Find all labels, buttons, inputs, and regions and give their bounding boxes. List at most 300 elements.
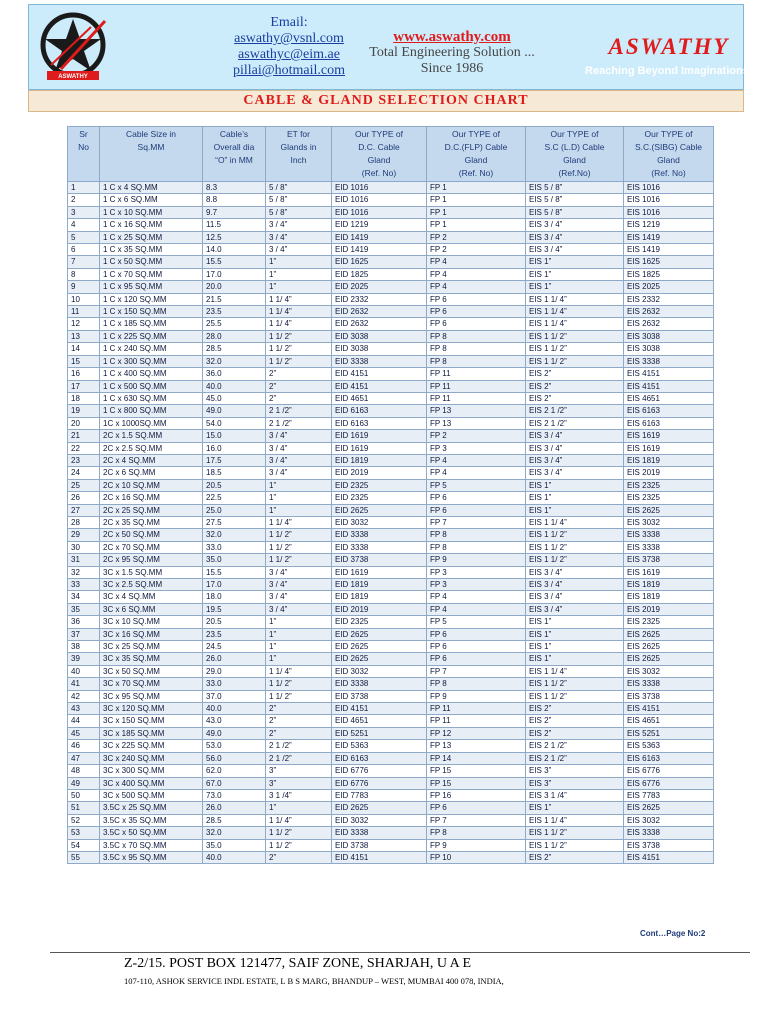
table-row: [68, 566, 714, 578]
table-header-row: [68, 127, 714, 182]
table-cell: EIS 1016: [624, 206, 714, 218]
table-cell: 54: [68, 839, 100, 851]
table-body: [68, 182, 714, 864]
table-cell: 48: [68, 765, 100, 777]
table-cell: 3C x 225 SQ.MM: [100, 740, 203, 752]
table-cell: 2”: [266, 368, 332, 380]
table-row: [68, 330, 714, 342]
table-row: [68, 802, 714, 814]
table-cell: EID 1419: [332, 244, 427, 256]
table-cell: EIS 3 / 4”: [526, 430, 624, 442]
table-cell: EIS 3338: [624, 827, 714, 839]
table-cell: EID 3338: [332, 529, 427, 541]
cable-gland-table: [67, 126, 714, 864]
table-cell: FP 4: [427, 467, 526, 479]
table-cell: 36.0: [203, 368, 266, 380]
table-row: [68, 641, 714, 653]
table-cell: EIS 1 1/ 4”: [526, 665, 624, 677]
email-link-1[interactable]: aswathy@vsnl.com: [234, 31, 344, 46]
table-cell: 2C x 2.5 SQ.MM: [100, 442, 203, 454]
table-cell: 1 C x 35 SQ.MM: [100, 244, 203, 256]
table-cell: 1”: [266, 653, 332, 665]
table-cell: 3.5C x 25 SQ.MM: [100, 802, 203, 814]
table-cell: EID 1819: [332, 591, 427, 603]
table-cell: 38: [68, 641, 100, 653]
table-cell: FP 3: [427, 566, 526, 578]
table-cell: EIS 1819: [624, 454, 714, 466]
table-cell: 12.5: [203, 231, 266, 243]
table-cell: 21.5: [203, 293, 266, 305]
table-cell: EIS 2625: [624, 504, 714, 516]
table-cell: EID 3038: [332, 330, 427, 342]
table-cell: 2”: [266, 727, 332, 739]
table-cell: EIS 1 1/ 4”: [526, 293, 624, 305]
table-cell: EIS 3 1 /4”: [526, 789, 624, 801]
table-cell: 3C x 1.5 SQ.MM: [100, 566, 203, 578]
table-cell: 1 C x 400 SQ.MM: [100, 368, 203, 380]
table-cell: 54.0: [203, 417, 266, 429]
table-row: [68, 380, 714, 392]
table-cell: EIS 3 / 4”: [526, 579, 624, 591]
table-cell: 3.5C x 35 SQ.MM: [100, 814, 203, 826]
aswathy-logo: [31, 7, 125, 85]
table-cell: EID 5251: [332, 727, 427, 739]
table-cell: 2C x 6 SQ.MM: [100, 467, 203, 479]
table-cell: EID 3032: [332, 814, 427, 826]
address-line-1: Z-2/15. POST BOX 121477, SAIF ZONE, SHARJAH, U A E: [124, 956, 472, 971]
table-cell: EID 4151: [332, 380, 427, 392]
table-cell: 18.5: [203, 467, 266, 479]
table-cell: 2 1 /2”: [266, 752, 332, 764]
table-cell: 49.0: [203, 405, 266, 417]
table-cell: FP 16: [427, 789, 526, 801]
table-row: [68, 244, 714, 256]
table-row: [68, 206, 714, 218]
table-cell: 56.0: [203, 752, 266, 764]
table-cell: 1”: [266, 628, 332, 640]
column-header: Our TYPE of S.C (L.D) Cable Gland (Ref.No): [526, 127, 624, 182]
table-cell: 3 / 4”: [266, 566, 332, 578]
table-cell: EIS 1619: [624, 566, 714, 578]
table-cell: 11: [68, 306, 100, 318]
table-cell: 16.0: [203, 442, 266, 454]
table-cell: FP 6: [427, 492, 526, 504]
table-cell: 3 / 4”: [266, 603, 332, 615]
table-cell: 3 / 4”: [266, 467, 332, 479]
table-cell: EID 1016: [332, 182, 427, 194]
table-cell: 17.0: [203, 268, 266, 280]
table-cell: 40.0: [203, 380, 266, 392]
table-cell: 67.0: [203, 777, 266, 789]
table-cell: EIS 4151: [624, 380, 714, 392]
table-cell: 9.7: [203, 206, 266, 218]
table-cell: 24.5: [203, 641, 266, 653]
table-cell: FP 11: [427, 715, 526, 727]
table-cell: EID 3338: [332, 541, 427, 553]
table-cell: EIS 1625: [624, 256, 714, 268]
table-cell: EID 3032: [332, 665, 427, 677]
table-cell: 8.8: [203, 194, 266, 206]
table-cell: 1 C x 4 SQ.MM: [100, 182, 203, 194]
table-cell: EID 6163: [332, 417, 427, 429]
table-cell: EIS 1”: [526, 479, 624, 491]
table-cell: EIS 6776: [624, 777, 714, 789]
table-cell: 1”: [266, 616, 332, 628]
table-row: [68, 653, 714, 665]
table-cell: 47: [68, 752, 100, 764]
table-cell: EID 2332: [332, 293, 427, 305]
table-cell: EID 7783: [332, 789, 427, 801]
table-row: [68, 690, 714, 702]
table-row: [68, 628, 714, 640]
table-cell: 2C x 10 SQ.MM: [100, 479, 203, 491]
table-cell: EIS 1”: [526, 802, 624, 814]
table-cell: EIS 1419: [624, 231, 714, 243]
table-cell: EIS 3032: [624, 516, 714, 528]
table-cell: 1 C x 25 SQ.MM: [100, 231, 203, 243]
table-cell: EIS 1 1/ 4”: [526, 306, 624, 318]
table-cell: 1 1/ 2”: [266, 541, 332, 553]
table-cell: 3C x 4 SQ.MM: [100, 591, 203, 603]
table-cell: 30: [68, 541, 100, 553]
table-row: [68, 554, 714, 566]
table-cell: EIS 4151: [624, 851, 714, 863]
table-cell: 32.0: [203, 827, 266, 839]
table-cell: EIS 2”: [526, 851, 624, 863]
table-cell: EIS 3 / 4”: [526, 244, 624, 256]
table-cell: FP 1: [427, 206, 526, 218]
table-row: [68, 752, 714, 764]
table-cell: 31: [68, 554, 100, 566]
table-cell: EID 1016: [332, 206, 427, 218]
website-link[interactable]: www.aswathy.com: [393, 29, 511, 45]
table-cell: EIS 3338: [624, 678, 714, 690]
table-row: [68, 678, 714, 690]
table-cell: 20.5: [203, 479, 266, 491]
table-cell: 1”: [266, 268, 332, 280]
table-cell: FP 4: [427, 268, 526, 280]
table-cell: EID 6163: [332, 752, 427, 764]
table-cell: EIS 2625: [624, 802, 714, 814]
table-cell: 33.0: [203, 541, 266, 553]
table-cell: 26: [68, 492, 100, 504]
table-cell: EIS 1”: [526, 256, 624, 268]
table-row: [68, 665, 714, 677]
table-cell: 3C x 150 SQ.MM: [100, 715, 203, 727]
table-row: [68, 182, 714, 194]
table-cell: 22: [68, 442, 100, 454]
table-cell: 50: [68, 789, 100, 801]
table-row: [68, 616, 714, 628]
table-cell: EIS 2”: [526, 727, 624, 739]
table-cell: 3 / 4”: [266, 219, 332, 231]
table-cell: 1 1/ 4”: [266, 516, 332, 528]
table-cell: 1 C x 225 SQ.MM: [100, 330, 203, 342]
table-cell: 40: [68, 665, 100, 677]
table-cell: 4: [68, 219, 100, 231]
table-cell: EIS 3 / 4”: [526, 603, 624, 615]
table-row: [68, 529, 714, 541]
table-cell: EID 4651: [332, 715, 427, 727]
table-cell: EID 3738: [332, 690, 427, 702]
table-cell: EID 3738: [332, 839, 427, 851]
table-row: [68, 219, 714, 231]
table-cell: EIS 3”: [526, 765, 624, 777]
table-cell: FP 6: [427, 318, 526, 330]
table-cell: EIS 1 1/ 2”: [526, 554, 624, 566]
table-cell: FP 2: [427, 244, 526, 256]
table-cell: 14: [68, 343, 100, 355]
table-cell: FP 8: [427, 678, 526, 690]
table-cell: EIS 2025: [624, 281, 714, 293]
table-cell: EIS 1619: [624, 430, 714, 442]
table-cell: 17: [68, 380, 100, 392]
table-cell: 1 1/ 2”: [266, 827, 332, 839]
table-cell: 1 1/ 4”: [266, 665, 332, 677]
table-row: [68, 343, 714, 355]
table-cell: 3C x 16 SQ.MM: [100, 628, 203, 640]
table-cell: 15.5: [203, 566, 266, 578]
table-cell: EIS 1”: [526, 492, 624, 504]
table-cell: EID 1619: [332, 566, 427, 578]
table-cell: FP 13: [427, 417, 526, 429]
table-cell: EIS 1016: [624, 194, 714, 206]
table-cell: 49.0: [203, 727, 266, 739]
table-cell: 1”: [266, 479, 332, 491]
table-cell: EIS 4151: [624, 703, 714, 715]
table-cell: 16: [68, 368, 100, 380]
table-cell: FP 7: [427, 516, 526, 528]
table-cell: 1 C x 16 SQ.MM: [100, 219, 203, 231]
table-cell: EIS 5251: [624, 727, 714, 739]
table-row: [68, 231, 714, 243]
table-cell: 7: [68, 256, 100, 268]
email-label: Email:: [270, 15, 308, 30]
table-cell: EID 2625: [332, 628, 427, 640]
table-cell: EIS 3 / 4”: [526, 219, 624, 231]
table-cell: 1 1/ 4”: [266, 318, 332, 330]
table-cell: 43: [68, 703, 100, 715]
table-cell: EID 3338: [332, 355, 427, 367]
table-row: [68, 405, 714, 417]
table-cell: EIS 3”: [526, 777, 624, 789]
footer-divider: [50, 952, 750, 953]
table-cell: 35.0: [203, 554, 266, 566]
table-cell: FP 12: [427, 727, 526, 739]
table-row: [68, 504, 714, 516]
table-cell: EID 1825: [332, 268, 427, 280]
table-cell: EIS 3338: [624, 529, 714, 541]
table-cell: 2”: [266, 380, 332, 392]
table-cell: FP 4: [427, 281, 526, 293]
table-cell: FP 14: [427, 752, 526, 764]
table-cell: 27: [68, 504, 100, 516]
table-cell: EIS 1219: [624, 219, 714, 231]
table-row: [68, 281, 714, 293]
table-cell: FP 4: [427, 256, 526, 268]
table-cell: 3 / 4”: [266, 591, 332, 603]
table-cell: EIS 6163: [624, 405, 714, 417]
table-cell: FP 13: [427, 405, 526, 417]
table-cell: 5 / 8”: [266, 206, 332, 218]
table-cell: 25.0: [203, 504, 266, 516]
table-cell: EIS 3 / 4”: [526, 566, 624, 578]
table-cell: 1”: [266, 504, 332, 516]
table-cell: EID 1625: [332, 256, 427, 268]
table-row: [68, 318, 714, 330]
table-cell: EID 2325: [332, 492, 427, 504]
table-cell: FP 8: [427, 330, 526, 342]
table-cell: 11.5: [203, 219, 266, 231]
table-cell: FP 1: [427, 194, 526, 206]
table-row: [68, 417, 714, 429]
table-cell: 3C x 25 SQ.MM: [100, 641, 203, 653]
table-cell: 1 C x 50 SQ.MM: [100, 256, 203, 268]
email-block: [209, 15, 369, 79]
table-cell: EIS 1619: [624, 442, 714, 454]
table-cell: 6: [68, 244, 100, 256]
table-cell: EIS 1”: [526, 641, 624, 653]
table-cell: 1: [68, 182, 100, 194]
table-cell: FP 8: [427, 529, 526, 541]
table-cell: FP 6: [427, 628, 526, 640]
table-cell: EID 2325: [332, 616, 427, 628]
table-cell: 18: [68, 392, 100, 404]
table-row: [68, 851, 714, 863]
table-cell: 1 C x 6 SQ.MM: [100, 194, 203, 206]
table-cell: 28: [68, 516, 100, 528]
table-cell: 55: [68, 851, 100, 863]
table-cell: EID 3038: [332, 343, 427, 355]
table-cell: EIS 2632: [624, 318, 714, 330]
table-cell: 3 / 4”: [266, 430, 332, 442]
table-cell: 15: [68, 355, 100, 367]
table-cell: EIS 2”: [526, 715, 624, 727]
table-cell: EIS 4151: [624, 368, 714, 380]
table-cell: EIS 2325: [624, 616, 714, 628]
table-cell: EIS 3738: [624, 690, 714, 702]
table-cell: 33.0: [203, 678, 266, 690]
table-cell: 3C x 240 SQ.MM: [100, 752, 203, 764]
table-cell: 1 1/ 2”: [266, 554, 332, 566]
table-cell: EID 1819: [332, 579, 427, 591]
table-cell: FP 7: [427, 665, 526, 677]
table-cell: 1 C x 150 SQ.MM: [100, 306, 203, 318]
table-cell: 32: [68, 566, 100, 578]
table-cell: EID 6163: [332, 405, 427, 417]
table-cell: 1”: [266, 256, 332, 268]
table-cell: FP 15: [427, 777, 526, 789]
table-cell: 1 1/ 2”: [266, 343, 332, 355]
table-cell: FP 6: [427, 504, 526, 516]
table-cell: EID 2632: [332, 318, 427, 330]
table-cell: EIS 3738: [624, 554, 714, 566]
table-cell: 17.5: [203, 454, 266, 466]
table-cell: 26.0: [203, 802, 266, 814]
email-link-2[interactable]: aswathyc@eim.ae: [238, 47, 340, 62]
table-cell: EID 4151: [332, 851, 427, 863]
table-cell: 40.0: [203, 703, 266, 715]
table-cell: EID 1819: [332, 454, 427, 466]
table-cell: 3C x 50 SQ.MM: [100, 665, 203, 677]
table-cell: 3”: [266, 777, 332, 789]
table-cell: 1 1/ 2”: [266, 330, 332, 342]
table-cell: EIS 4651: [624, 392, 714, 404]
table-cell: 35.0: [203, 839, 266, 851]
table-cell: 2C x 95 SQ.MM: [100, 554, 203, 566]
brand-tagline: Reaching Beyond Imaginations..: [585, 65, 755, 77]
table-cell: 19: [68, 405, 100, 417]
table-cell: EIS 2019: [624, 467, 714, 479]
table-cell: EIS 3038: [624, 330, 714, 342]
table-cell: 1”: [266, 281, 332, 293]
table-cell: 5 / 8”: [266, 182, 332, 194]
table-cell: 3C x 500 SQ.MM: [100, 789, 203, 801]
table-cell: FP 1: [427, 182, 526, 194]
table-cell: 2C x 50 SQ.MM: [100, 529, 203, 541]
table-cell: EID 5363: [332, 740, 427, 752]
table-cell: 21: [68, 430, 100, 442]
table-cell: FP 10: [427, 851, 526, 863]
continued-label: Cont…Page No:2: [640, 929, 706, 938]
table-cell: 37: [68, 628, 100, 640]
table-cell: EID 2625: [332, 504, 427, 516]
table-cell: 3 / 4”: [266, 442, 332, 454]
table-cell: EIS 1 1/ 2”: [526, 678, 624, 690]
table-cell: 3 / 4”: [266, 579, 332, 591]
table-cell: FP 11: [427, 703, 526, 715]
table-cell: 22.5: [203, 492, 266, 504]
table-row: [68, 430, 714, 442]
table-cell: EIS 2 1 /2”: [526, 740, 624, 752]
table-cell: 25.5: [203, 318, 266, 330]
table-cell: 2”: [266, 851, 332, 863]
table-cell: 3C x 120 SQ.MM: [100, 703, 203, 715]
table-cell: 34: [68, 591, 100, 603]
table-cell: 62.0: [203, 765, 266, 777]
table-cell: 1”: [266, 802, 332, 814]
table-cell: 36: [68, 616, 100, 628]
table-cell: EIS 1”: [526, 268, 624, 280]
table-cell: EIS 2325: [624, 479, 714, 491]
table-cell: 29.0: [203, 665, 266, 677]
table-cell: EIS 1 1/ 2”: [526, 330, 624, 342]
table-row: [68, 368, 714, 380]
column-header: Sr No: [68, 127, 100, 182]
table-cell: EIS 3 / 4”: [526, 467, 624, 479]
table-cell: EIS 1419: [624, 244, 714, 256]
table-cell: 40.0: [203, 851, 266, 863]
table-cell: 1 C x 500 SQ.MM: [100, 380, 203, 392]
table-cell: EID 2625: [332, 641, 427, 653]
table-cell: 28.5: [203, 814, 266, 826]
table-cell: FP 5: [427, 616, 526, 628]
table-cell: 46: [68, 740, 100, 752]
email-link-3[interactable]: pillai@hotmail.com: [232, 63, 346, 78]
table-cell: 1 C x 800 SQ.MM: [100, 405, 203, 417]
table-cell: 1 1/ 4”: [266, 306, 332, 318]
table-cell: FP 8: [427, 355, 526, 367]
table-cell: 37.0: [203, 690, 266, 702]
table-cell: EIS 3 / 4”: [526, 591, 624, 603]
table-cell: EID 6776: [332, 777, 427, 789]
table-cell: 51: [68, 802, 100, 814]
table-cell: EIS 6163: [624, 752, 714, 764]
table-cell: 3”: [266, 765, 332, 777]
table-cell: 28.0: [203, 330, 266, 342]
table-cell: 2C x 25 SQ.MM: [100, 504, 203, 516]
table-cell: EID 1419: [332, 231, 427, 243]
